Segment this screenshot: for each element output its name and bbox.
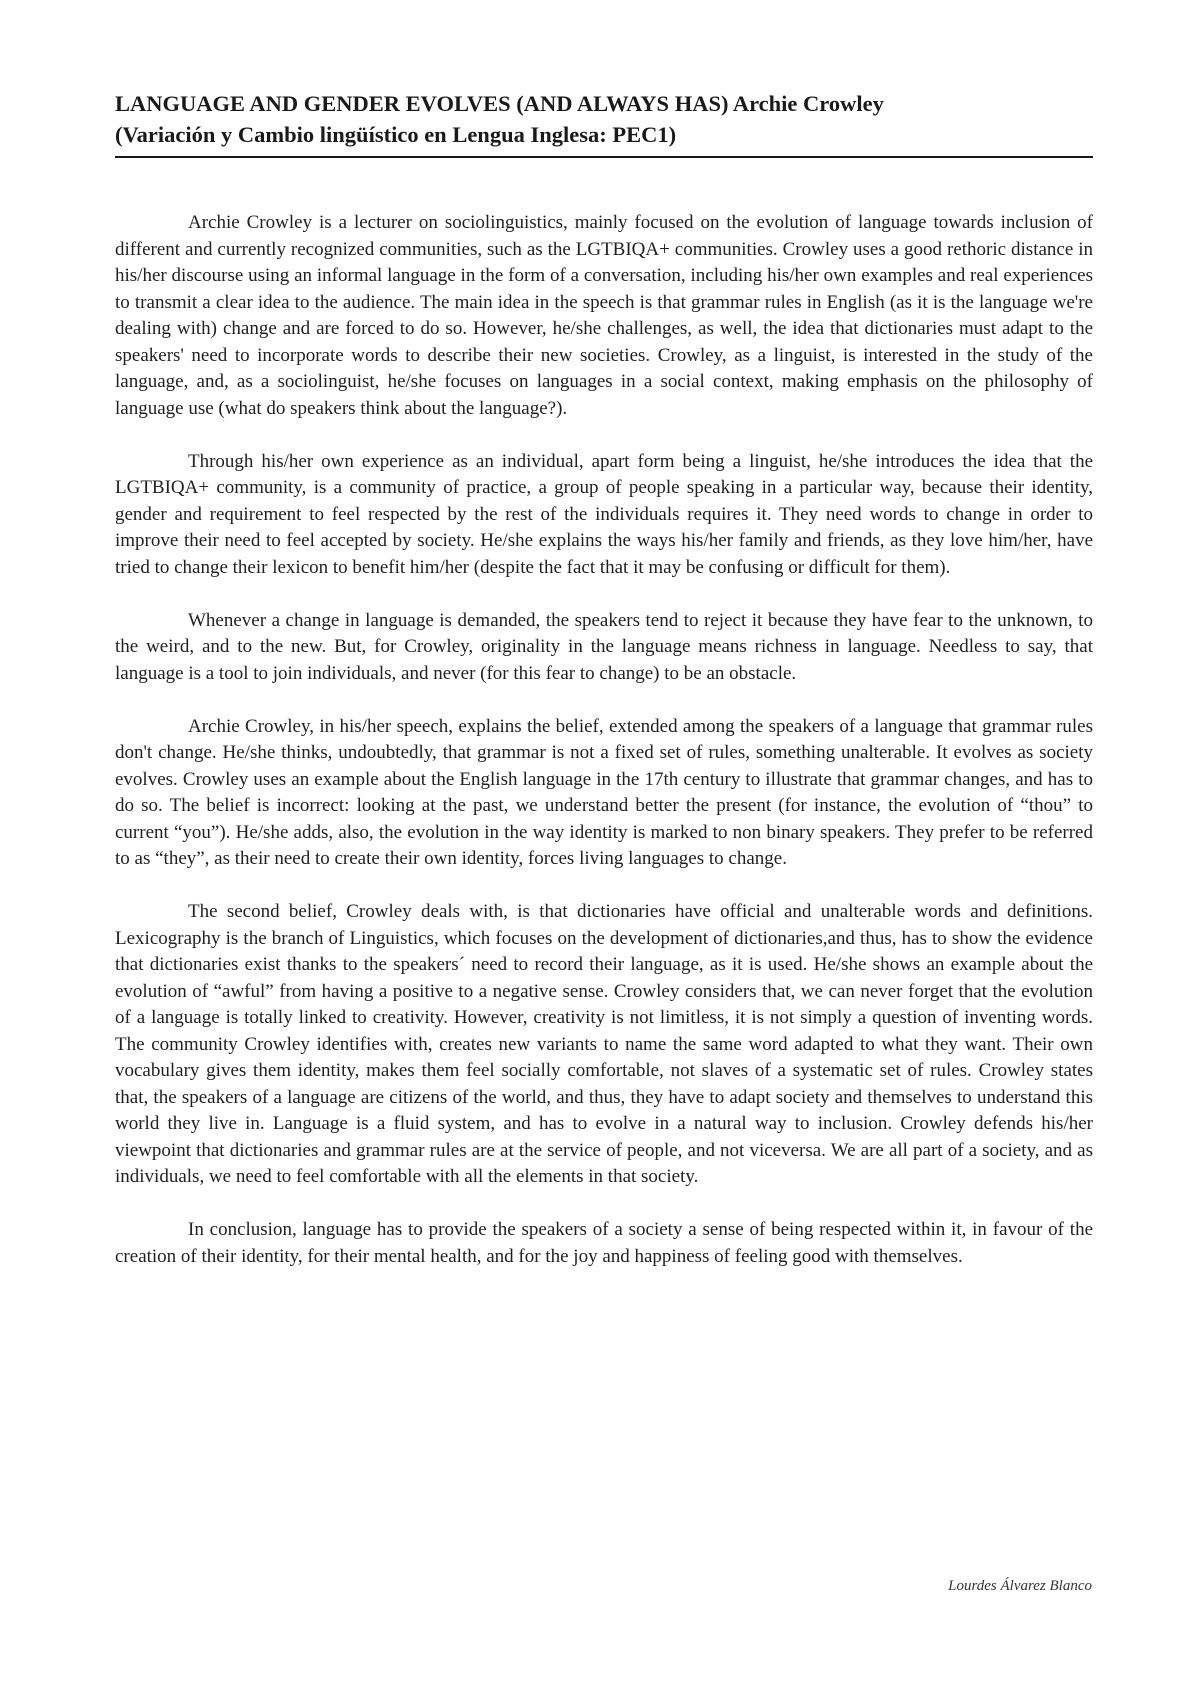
paragraph-introduction: Archie Crowley is a lecturer on sociolinguistics, mainly focused on the evolution of language towards inclusion of different and currently recognized communities, such as the LGTBIQA+ communities. Crowley uses a good rethoric distance in his/her discourse using an informal language in the form of a conversation, including his/her own examples and real experiences to transmit a clear idea to the audience. The main idea in the speech is that grammar rules in English (as it is the language we're dealing with) change and are forced to do so. However, he/she challenges, as well, the idea that dictionaries must adapt to the speakers' need to incorporate words to describe their new societies. Crowley, as a linguist, is interested in the study of the language, and, as a sociolinguist, he/she focuses on languages in a social context, making emphasis on the philosophy of language use (what do speakers think about the language?). bbox=[115, 212, 1093, 419]
paragraph-dictionaries-belief: The second belief, Crowley deals with, is that dictionaries have official and unalterable words and definitions. Lexicography is the branch of Linguistics, which focuses on the development of dictionaries,and thus, has to show the evidence that dictionaries exist thanks to the speakers´ need to record their language, as it is used. He/she shows an example about the evolution of “awful” from having a positive to a negative sense. Crowley considers that, we can never forget that the evolution of a language is totally linked to creativity. However, creativity is not limitless, it is not simply a question of inventing words. The community Crowley identifies with, creates new variants to name the same word adapted to what they want. Their own vocabulary gives them identity, makes them feel socially comfortable, not slaves of a systematic set of rules. Crowley states that, the speakers of a language are citizens of the world, and thus, they have to adapt society and themselves to understand this world they live in. Language is a fluid system, and has to evolve in a natural way to inclusion. Crowley defends his/her viewpoint that dictionaries and grammar rules are at the service of people, and not viceversa. We are all part of a society, and as individuals, we need to feel comfortable with all the elements in that society. bbox=[115, 901, 1093, 1187]
page-title: LANGUAGE AND GENDER EVOLVES (AND ALWAYS HAS) Archie Crowley bbox=[115, 91, 884, 116]
document-body bbox=[115, 210, 1093, 1297]
page-subtitle: (Variación y Cambio lingüístico en Lengua Inglesa: PEC1) bbox=[115, 122, 677, 147]
paragraph-conclusion: In conclusion, language has to provide the speakers of a society a sense of being respected within it, in favour of the creation of their identity, for their mental health, and for the joy and happiness of feeling good with themselves. bbox=[115, 1219, 1093, 1267]
paragraph-community-of-practice: Through his/her own experience as an individual, apart form being a linguist, he/she introduces the idea that the LGTBIQA+ community, is a community of practice, a group of people speaking in a particular way, because their identity, gender and requirement to feel respected by the rest of the individuals requires it. They need words to change in order to improve their need to feel accepted by society. He/she explains the ways his/her family and friends, as they love him/her, have tried to change their lexicon to benefit him/her (despite the fact that it may be confusing or difficult for them). bbox=[115, 450, 1093, 578]
paragraph-grammar-belief: Archie Crowley, in his/her speech, explains the belief, extended among the speakers of a language that grammar rules don't change. He/she thinks, undoubtedly, that grammar is not a fixed set of rules, something unalterable. It evolves as society evolves. Crowley uses an example about the English language in the 17th century to illustrate that grammar changes, and has to do so. The belief is incorrect: looking at the past, we understand better the present (for instance, the evolution of “thou” to current “you”). He/she adds, also, the evolution in the way identity is marked to non binary speakers. They prefer to be referred to as “they”, as their need to create their own identity, forces living languages to change. bbox=[115, 715, 1093, 869]
author-signature: Lourdes Álvarez Blanco bbox=[948, 1578, 1092, 1594]
paragraph-fear-of-change: Whenever a change in language is demanded, the speakers tend to reject it because they have fear to the unknown, to the weird, and to the new. But, for Crowley, originality in the language means richness in language. Needless to say, that language is a tool to join individuals, and never (for this fear to change) to be an obstacle. bbox=[115, 609, 1093, 684]
document-header bbox=[115, 88, 1093, 158]
